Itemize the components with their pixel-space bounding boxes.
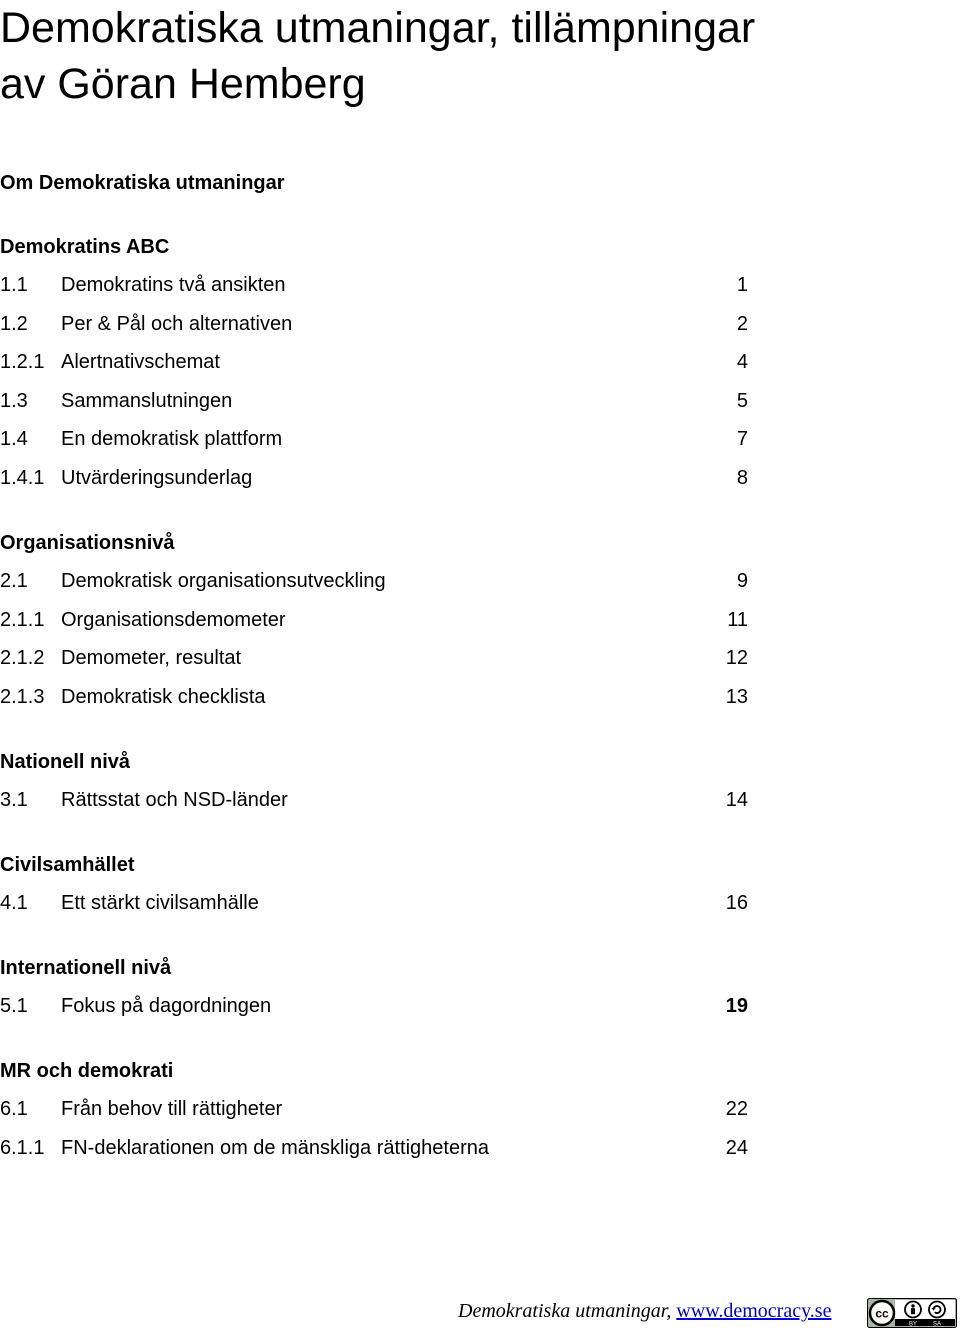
cc-license-svg [867, 1298, 957, 1328]
entry-label: Organisationsdemometer [61, 608, 286, 631]
entry-number: 1.1 [0, 274, 28, 296]
entry-label: FN-deklarationen om de mänskliga rättigheterna [61, 1136, 489, 1159]
entry-number: 3.1 [0, 789, 28, 811]
entry-number: 1.2 [0, 312, 28, 335]
cc-by-sa-icon[interactable] [867, 1298, 957, 1328]
entry-label: Ett stärkt civilsamhälle [61, 892, 259, 914]
footer-link[interactable]: www.democracy.se [676, 1300, 832, 1322]
entry-number: 5.1 [0, 995, 28, 1017]
entry-page: 1 [736, 274, 748, 296]
entry-number: 2.1.2 [0, 647, 45, 669]
toc-section [0, 1058, 760, 1173]
toc-entry [0, 568, 760, 607]
entry-number: 2.1.1 [0, 608, 45, 631]
entry-page: 19 [725, 995, 748, 1017]
entry-label: Demometer, resultat [61, 647, 242, 669]
toc-section [0, 234, 760, 503]
toc-entry [0, 993, 760, 1032]
entry-page: 8 [736, 466, 748, 489]
entry-number: 2.1 [0, 570, 28, 592]
toc-entry [0, 607, 760, 646]
entry-number: 4.1 [0, 892, 28, 914]
toc-entry [0, 465, 760, 504]
entry-label: Per & Pål och alternativen [61, 312, 293, 335]
toc-entry [0, 426, 760, 465]
toc-entry [0, 787, 760, 826]
toc-section [0, 749, 760, 826]
entry-page: 7 [736, 428, 748, 450]
entry-number: 2.1.3 [0, 685, 45, 708]
entry-page: 2 [736, 312, 748, 335]
document-title [0, 0, 755, 112]
sa-share-icon [929, 1302, 945, 1318]
entry-number: 1.4 [0, 428, 28, 450]
entry-label: Utvärderingsunderlag [61, 466, 253, 489]
toc-entry [0, 890, 760, 929]
entry-number: 1.2.1 [0, 351, 45, 373]
svg-text:BY: BY [908, 1321, 918, 1328]
entry-page: 24 [725, 1136, 748, 1159]
entry-number: 6.1.1 [0, 1136, 45, 1159]
entry-label: En demokratisk plattform [61, 428, 283, 450]
entry-label: Demokratisk organisationsutveckling [61, 570, 386, 592]
entry-page: 5 [736, 389, 748, 412]
entry-page: 14 [725, 789, 748, 811]
entry-label: Alertnativschemat [61, 351, 220, 373]
toc-entry [0, 272, 760, 311]
toc-entry [0, 684, 760, 723]
title-line-1: Demokratiska utmaningar, tillämpningar [0, 4, 756, 52]
section-heading: Organisationsnivå [0, 532, 175, 554]
entry-page: 9 [736, 570, 748, 592]
entry-label: Rättsstat och NSD-länder [61, 789, 288, 811]
svg-text:cc: cc [875, 1306, 889, 1321]
entry-page: 22 [725, 1098, 748, 1120]
section-heading: Demokratins ABC [0, 236, 170, 258]
section-heading: MR och demokrati [0, 1060, 174, 1082]
section-heading: Nationell nivå [0, 751, 131, 773]
title-line-2: av Göran Hemberg [0, 60, 366, 108]
toc-entry [0, 645, 760, 684]
entry-number: 1.3 [0, 389, 28, 412]
entry-label: Demokratisk checklista [61, 685, 266, 708]
section-heading: Internationell nivå [0, 957, 172, 979]
toc-section [0, 852, 760, 929]
toc-entry [0, 349, 760, 388]
entry-label: Demokratins två ansikten [61, 274, 286, 296]
entry-page: 16 [725, 892, 748, 914]
toc-entry [0, 311, 760, 350]
entry-label: Från behov till rättigheter [61, 1098, 283, 1120]
page-footer [458, 1298, 831, 1324]
entry-page: 12 [725, 647, 748, 669]
toc-section [0, 530, 760, 722]
svg-text:SA: SA [932, 1321, 942, 1328]
toc-entry [0, 1096, 760, 1135]
entry-page: 4 [736, 351, 748, 373]
toc-entry [0, 388, 760, 427]
toc-entry [0, 1135, 760, 1174]
entry-page: 11 [727, 608, 748, 631]
entry-number: 6.1 [0, 1098, 28, 1120]
section-heading: Civilsamhället [0, 854, 135, 876]
entry-page: 13 [725, 685, 748, 708]
footer-text: Demokratiska utmaningar, [458, 1300, 677, 1322]
intro-heading: Om Demokratiska utmaningar [0, 172, 285, 194]
toc-section [0, 955, 760, 1032]
entry-number: 1.4.1 [0, 466, 45, 489]
entry-label: Fokus på dagordningen [61, 995, 272, 1017]
entry-label: Sammanslutningen [61, 389, 233, 412]
